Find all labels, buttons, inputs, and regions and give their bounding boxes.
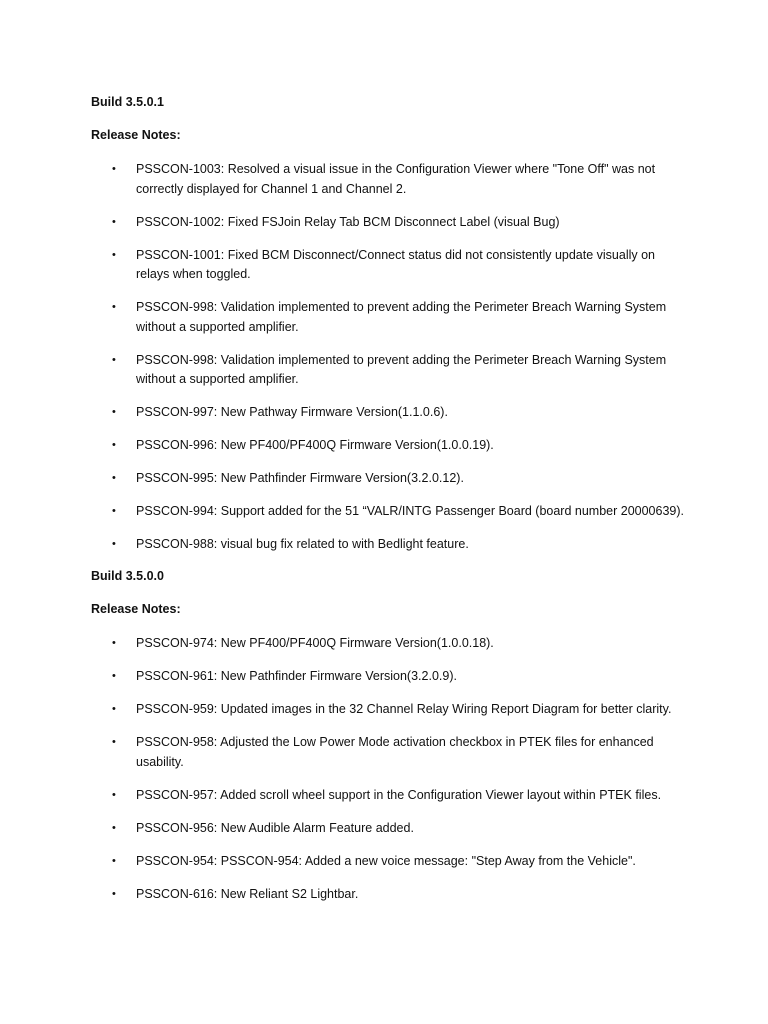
list-item — [91, 852, 691, 872]
note-text: PSSCON-994: Support added for the 51 “VALR/INTG Passenger Board (board number 20000639). — [136, 504, 684, 518]
build-heading: Build 3.5.0.1 — [91, 95, 164, 109]
list-item — [91, 246, 691, 285]
note-text: PSSCON-961: New Pathfinder Firmware Version(3.2.0.9). — [136, 669, 457, 683]
bullet-icon: • — [112, 538, 116, 550]
note-text: PSSCON-998: Validation implemented to prevent adding the Perimeter Breach Warning System without a supported amplifier. — [136, 300, 667, 334]
bullet-icon: • — [112, 637, 116, 649]
bullet-icon: • — [112, 703, 116, 715]
release-notes-list — [91, 160, 691, 555]
list-item — [91, 351, 691, 390]
bullet-icon: • — [112, 854, 116, 867]
list-item — [91, 667, 691, 687]
list-item — [91, 535, 691, 555]
bullet-icon: • — [112, 353, 116, 366]
note-text: PSSCON-1003: Resolved a visual issue in the Configuration Viewer where "Tone Off" was not correctly displayed for Channel 1 and Channel 2. — [136, 162, 656, 196]
list-item — [91, 819, 691, 839]
note-text: PSSCON-995: New Pathfinder Firmware Version(3.2.0.12). — [136, 471, 464, 485]
build-section — [91, 568, 691, 904]
note-text: PSSCON-958: Adjusted the Low Power Mode activation checkbox in PTEK files for enhanced usability. — [136, 735, 654, 769]
note-text: PSSCON-997: New Pathway Firmware Version(1.1.0.6). — [136, 405, 448, 419]
note-text: PSSCON-996: New PF400/PF400Q Firmware Version(1.0.0.19). — [136, 438, 494, 452]
note-text: PSSCON-1001: Fixed BCM Disconnect/Connect status did not consistently update visually on relays when toggled. — [136, 247, 656, 281]
bullet-icon: • — [112, 215, 116, 228]
bullet-icon: • — [112, 406, 116, 418]
bullet-icon: • — [112, 301, 116, 313]
list-item — [91, 403, 691, 423]
bullet-icon: • — [112, 505, 116, 517]
list-item — [91, 469, 691, 489]
list-item — [91, 213, 691, 233]
list-item — [91, 733, 691, 772]
note-text: PSSCON-974: New PF400/PF400Q Firmware Version(1.0.0.18). — [136, 636, 494, 650]
note-text: PSSCON-998: Validation implemented to prevent adding the Perimeter Breach Warning System without a supported amplifier. — [136, 352, 667, 386]
note-text: PSSCON-616: New Reliant S2 Lightbar. — [136, 886, 359, 901]
release-notes-heading: Release Notes: — [91, 602, 181, 616]
note-text: PSSCON-1002: Fixed FSJoin Relay Tab BCM Disconnect Label (visual Bug) — [136, 214, 560, 229]
release-notes-list — [91, 634, 691, 904]
bullet-icon: • — [112, 248, 116, 261]
release-notes-content — [91, 94, 691, 918]
list-item — [91, 502, 691, 522]
bullet-icon: • — [112, 439, 116, 451]
note-text: PSSCON-954: PSSCON-954: Added a new voice message: "Step Away from the Vehicle". — [136, 853, 636, 868]
note-text: PSSCON-988: visual bug fix related to with Bedlight feature. — [136, 537, 469, 551]
list-item — [91, 436, 691, 456]
list-item — [91, 298, 691, 337]
bullet-icon: • — [112, 788, 116, 801]
note-text: PSSCON-956: New Audible Alarm Feature added. — [136, 820, 414, 835]
note-text: PSSCON-957: Added scroll wheel support in the Configuration Viewer layout within PTEK files. — [136, 787, 662, 802]
bullet-icon: • — [112, 887, 116, 900]
bullet-icon: • — [112, 670, 116, 682]
bullet-icon: • — [112, 472, 116, 484]
list-item — [91, 634, 691, 654]
bullet-icon: • — [112, 163, 116, 175]
build-heading: Build 3.5.0.0 — [91, 569, 164, 583]
list-item — [91, 786, 691, 806]
list-item — [91, 700, 691, 720]
bullet-icon: • — [112, 821, 116, 834]
build-section — [91, 94, 691, 555]
list-item — [91, 160, 691, 199]
list-item — [91, 885, 691, 905]
bullet-icon: • — [112, 736, 116, 748]
note-text: PSSCON-959: Updated images in the 32 Channel Relay Wiring Report Diagram for better clarity. — [136, 702, 672, 716]
release-notes-heading: Release Notes: — [91, 128, 181, 142]
